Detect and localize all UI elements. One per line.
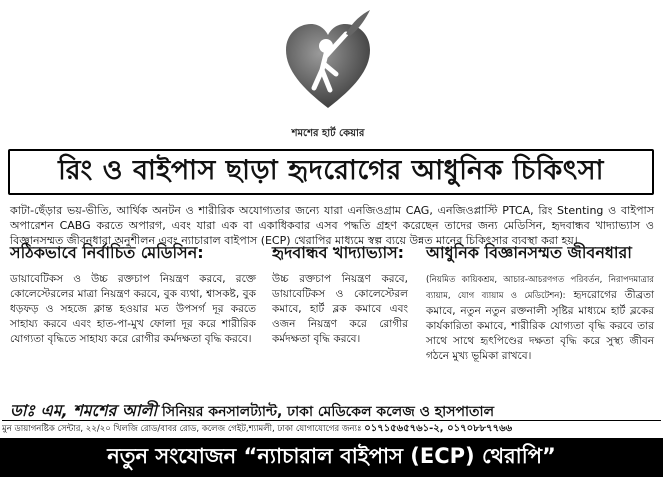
feature-columns bbox=[10, 240, 654, 388]
column-lifestyle bbox=[426, 240, 654, 364]
column-title: হৃদবান্ধব খাদ্যাভ্যাস: bbox=[272, 243, 405, 262]
column-body: উচ্চ রক্তচাপ নিয়ন্ত্রণ করবে, ডায়াবেটিকস ও কোলেস্টেরল কমাবে, হার্ট ব্লক কমাবে এবং ওজন নিয়ন্ত্রণ করে রোগীর কর্মদক্ষতা বৃদ্ধি করবে। bbox=[272, 273, 408, 345]
headline: রিং ও বাইপাস ছাড়া হৃদরোগের আধুনিক চিকিৎসা bbox=[8, 149, 654, 195]
column-diet bbox=[272, 240, 408, 347]
column-body: হৃদরোগের তীব্রতা কমাবে, নতুন নতুন রক্তনালী সৃষ্টির মাধ্যমে হার্ট ব্লকের কার্যকারিতা কমাবে, শারীরিক যোগ্যতা বৃদ্ধি করবে তার সাথে সাথে হৃৎপিণ্ডের দক্ষতা বৃদ্ধি করে সুস্থ্য জীবন গঠনে মুখ্য ভূমিকা রাখবে। bbox=[426, 289, 654, 362]
logo bbox=[268, 8, 388, 143]
brand-name: শমশের হার্ট কেয়ার bbox=[291, 128, 365, 139]
column-title: সঠিকভাবে নির্বাচিত মেডিসিন: bbox=[10, 243, 204, 262]
address-text: মুন ডায়াগনষ্টিক সেন্টার, ২২/২০ খিলজি রোড/বাবর রোড, কলেজ গেইট,শ্যামলী, ঢাকা যোগাযোগের জন্যঃ bbox=[2, 424, 362, 434]
intro-paragraph: কাটা-ছেঁড়ার ভয়-ভীতি, আর্থিক অনটন ও শারীরিক অযোগ্যতার জন্যে যারা এনজিওগ্রাম CAG, এনজিওপ্লাস্টি PTCA, রিং Stenting ও বাইপাস অপারেশন CABG করতে অপারগ, এবং যারা এক বা একাধিকবার এসব পদ্ধতি গ্রহণ করেছেন তাদের জন্য মেডিসিন, হৃদবান্ধব খাদ্যাভ্যাস ও বিজ্ঞানসম্মত জীবনধারা অনুশীলন এবং ন্যাচারাল বাইপাস (ECP) থেরাপির মাধ্যমে স্বল্প ব্যয়ে উন্নত মানের চিকিৎসার ব্যবস্থা করা হয়। bbox=[10, 204, 654, 247]
phone-numbers: ০১৭১৫৬৫৭৬১-২, ০১৭০৮৮৭৭৬৬ bbox=[364, 423, 513, 434]
column-medicine bbox=[10, 240, 256, 347]
address-line bbox=[2, 420, 661, 436]
column-title: আধুনিক বিজ্ঞানসম্মত জীবনধারা bbox=[426, 243, 632, 262]
doctor-name: ডাঃ এম, শমশের আলী bbox=[10, 401, 158, 420]
heart-with-figure-icon bbox=[282, 8, 374, 120]
column-body: ডায়াবেটিকস ও উচ্চ রক্তচাপ নিয়ন্ত্রণ করবে, রক্তে কোলেস্টেরলের মাত্রা নিয়ন্ত্রণ করবে, বুক ব্যথা, শ্বাসকষ্ট, বুক ধড়ফড় ও সহজে ক্লান্ত হওয়ার মত উপসর্গ দূর করতে সাহায্য করবে এবং হাত-পা-মুখ ফোলা দূর করে শারীরিক যোগ্যতা বৃদ্ধিতে সাহায্য করে রোগীর কর্মদক্ষতা বৃদ্ধি করবে। bbox=[10, 273, 256, 345]
footer-banner: নতুন সংযোজন “ন্যাচারাল বাইপাস (ECP) থেরাপি” bbox=[0, 438, 663, 477]
doctor-title: সিনিয়র কনসালট্যান্ট, ঢাকা মেডিকেল কলেজ ও হাসপাতাল bbox=[161, 404, 495, 420]
column-note: (নিয়মিত কায়িকশ্রম, আচার-আচরণগত পরিবর্তন, নিরাপদমাত্রার ব্যায়াম, যোগ ব্যায়াম ও মেডিটেশন): bbox=[426, 275, 654, 301]
